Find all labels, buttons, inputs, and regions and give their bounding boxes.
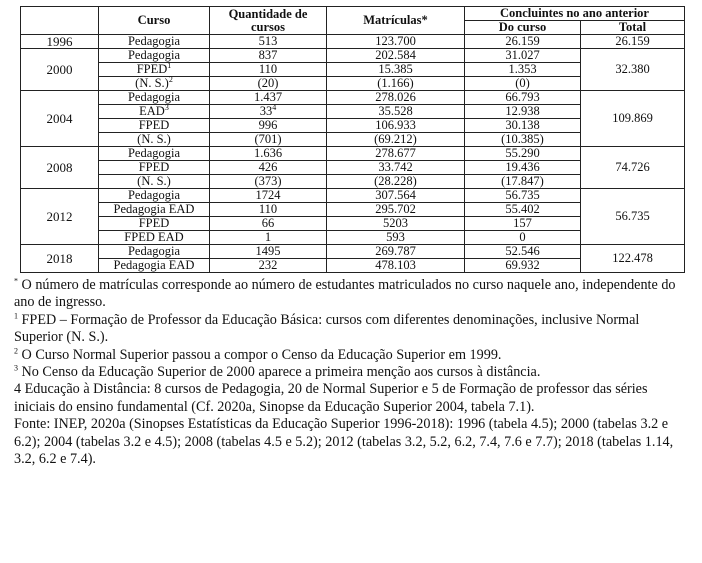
do-curso-cell xyxy=(465,175,581,189)
matriculas-cell-text: 5203 xyxy=(383,216,408,230)
quantidade-cell-text: 110 xyxy=(258,202,278,216)
quantidade-cell xyxy=(210,147,327,161)
enrollment-table xyxy=(20,6,685,273)
curso-cell-text: Pedagogia xyxy=(127,244,181,258)
do-curso-cell xyxy=(465,49,581,63)
year-cell xyxy=(21,245,99,273)
footnote xyxy=(14,347,682,364)
quantidade-cell-text: 837 xyxy=(258,48,278,62)
table-row xyxy=(21,49,685,63)
quantidade-cell-text: 110 xyxy=(258,62,278,76)
quantidade-cell xyxy=(210,161,327,175)
quantidade-cell xyxy=(210,77,327,91)
footnote-mark: 1 xyxy=(14,311,18,321)
total-cell-text: 74.726 xyxy=(615,160,650,174)
do-curso-cell-text: 12.938 xyxy=(505,104,540,118)
year-cell xyxy=(21,35,99,49)
quantidade-cell-text: (20) xyxy=(257,76,279,90)
curso-cell xyxy=(99,60,210,77)
matriculas-cell-text: 33.742 xyxy=(378,160,413,174)
footnote-text: No Censo da Educação Superior de 2000 aparece a primeira menção aos cursos à distância. xyxy=(18,364,541,381)
total-cell xyxy=(581,91,685,147)
footnote-text: 4 Educação à Distância: 8 cursos de Pedagogia, 20 de Normal Superior e 5 de Formação de professor das séries iniciais do ensino fundamental (Cf. 2020a, Sinopse da Educação Superior 2004, tabela 7.1). xyxy=(14,381,648,415)
quantidade-cell-text: 232 xyxy=(258,258,278,272)
curso-cell xyxy=(99,231,210,245)
footnote xyxy=(14,381,682,416)
matriculas-cell xyxy=(327,161,465,175)
header-curso: Curso xyxy=(99,7,210,35)
header-quantidade: Quantidade de cursos xyxy=(210,7,327,35)
do-curso-cell xyxy=(465,147,581,161)
curso-cell-text: Pedagogia EAD xyxy=(113,202,195,216)
quantidade-cell xyxy=(210,175,327,189)
header-do-curso: Do curso xyxy=(465,21,581,35)
matriculas-cell-text: 295.702 xyxy=(375,202,416,216)
quantidade-cell xyxy=(210,217,327,231)
curso-cell-text: FPED xyxy=(138,216,170,230)
footnote xyxy=(14,416,682,468)
year-cell-text: 2004 xyxy=(46,111,73,126)
curso-cell-footnote-mark: 1 xyxy=(167,60,172,70)
curso-cell-text: FPED xyxy=(136,62,168,76)
header-year-blank xyxy=(21,7,99,35)
curso-cell xyxy=(99,147,210,161)
do-curso-cell-text: 157 xyxy=(513,216,532,230)
quantidade-cell xyxy=(210,63,327,77)
matriculas-cell-text: (28.228) xyxy=(374,174,417,188)
total-cell-text: 32.380 xyxy=(615,62,650,76)
do-curso-cell-text: 66.793 xyxy=(505,90,540,104)
do-curso-cell-text: 0 xyxy=(519,230,526,244)
header-row xyxy=(21,7,685,21)
footnote-text: O Curso Normal Superior passou a compor o Censo da Educação Superior em 1999. xyxy=(18,346,502,363)
matriculas-cell-text: 269.787 xyxy=(375,244,416,258)
quantidade-cell-footnote-mark: 4 xyxy=(272,102,277,112)
matriculas-cell-text: 278.677 xyxy=(375,146,416,160)
quantidade-cell xyxy=(210,49,327,63)
curso-cell-text: FPED EAD xyxy=(124,230,184,244)
quantidade-cell xyxy=(210,119,327,133)
quantidade-cell-text: 513 xyxy=(258,34,278,48)
do-curso-cell xyxy=(465,63,581,77)
matriculas-cell xyxy=(327,147,465,161)
curso-cell-text: EAD xyxy=(139,104,165,118)
curso-cell xyxy=(99,175,210,189)
quantidade-cell xyxy=(210,102,327,119)
matriculas-cell xyxy=(327,35,465,49)
curso-cell-footnote-mark: 2 xyxy=(168,74,173,84)
quantidade-cell xyxy=(210,231,327,245)
total-cell-text: 56.735 xyxy=(615,209,650,223)
footnote-mark: * xyxy=(14,276,18,286)
curso-cell-text: Pedagogia xyxy=(127,48,181,62)
curso-cell xyxy=(99,189,210,203)
quantidade-cell xyxy=(210,35,327,49)
matriculas-cell-text: (69.212) xyxy=(374,132,417,146)
do-curso-cell xyxy=(465,245,581,259)
footnote-text: O número de matrículas corresponde ao número de estudantes matriculados no curso naquele ano, independente do ano de ingresso. xyxy=(14,277,676,311)
do-curso-cell xyxy=(465,161,581,175)
header-matriculas: Matrículas* xyxy=(327,7,465,35)
do-curso-cell-text: (10.385) xyxy=(501,132,544,146)
footnote-text: Fonte: INEP, 2020a (Sinopses Estatísticas da Educação Superior 1996-2018): 1996 (tabela 4.5); 2000 (tabelas 3.2 e 6.2); 2004 (tabelas 3.2 e 4.5); 2008 (tabelas 4.5 e 5.2); 2012 (tabelas 3.2, 5.2, 6.2, 7.4, 7.6 e 7.7); 2018 (tabelas 1.14, 3.2, 6.2 e 7.4). xyxy=(14,416,674,468)
quantidade-cell xyxy=(210,189,327,203)
do-curso-cell xyxy=(465,35,581,49)
total-cell xyxy=(581,49,685,91)
matriculas-cell-text: 35.528 xyxy=(378,104,413,118)
matriculas-cell-text: 202.584 xyxy=(375,48,416,62)
curso-cell xyxy=(99,133,210,147)
total-cell-text: 26.159 xyxy=(615,34,650,48)
do-curso-cell-text: 69.932 xyxy=(505,258,540,272)
year-cell-text: 2018 xyxy=(46,251,73,266)
matriculas-cell-text: 106.933 xyxy=(375,118,416,132)
do-curso-cell-text: 52.546 xyxy=(505,244,540,258)
do-curso-cell xyxy=(465,259,581,273)
do-curso-cell xyxy=(465,217,581,231)
matriculas-cell xyxy=(327,203,465,217)
quantidade-cell-text: 1 xyxy=(264,230,272,244)
matriculas-cell-text: 307.564 xyxy=(375,188,416,202)
year-cell-text: 2000 xyxy=(46,62,73,77)
matriculas-cell-text: 478.103 xyxy=(375,258,416,272)
matriculas-cell xyxy=(327,77,465,91)
quantidade-cell-text: (373) xyxy=(254,174,282,188)
do-curso-cell xyxy=(465,105,581,119)
matriculas-cell xyxy=(327,119,465,133)
matriculas-cell-text: 278.026 xyxy=(375,90,416,104)
quantidade-cell-text: 1.437 xyxy=(253,90,283,104)
quantidade-cell-text: (701) xyxy=(254,132,282,146)
curso-cell xyxy=(99,91,210,105)
curso-cell-text: FPED xyxy=(138,160,170,174)
do-curso-cell xyxy=(465,231,581,245)
curso-cell xyxy=(99,119,210,133)
matriculas-cell-text: 15.385 xyxy=(378,62,413,76)
year-cell-text: 2012 xyxy=(46,209,73,224)
table-body xyxy=(21,35,685,273)
curso-cell xyxy=(99,74,210,91)
table-row xyxy=(21,189,685,203)
curso-cell xyxy=(99,102,210,119)
do-curso-cell-text: 26.159 xyxy=(505,34,540,48)
footnote-mark: 3 xyxy=(14,363,18,373)
do-curso-cell xyxy=(465,77,581,91)
curso-cell-text: (N. S.) xyxy=(137,174,171,188)
curso-cell xyxy=(99,245,210,259)
matriculas-cell-text: (1.166) xyxy=(377,76,414,90)
curso-cell xyxy=(99,259,210,273)
table-row xyxy=(21,91,685,105)
quantidade-cell xyxy=(210,245,327,259)
total-cell xyxy=(581,147,685,189)
quantidade-cell-text: 66 xyxy=(261,216,275,230)
matriculas-cell xyxy=(327,63,465,77)
year-cell xyxy=(21,147,99,189)
quantidade-cell-text: 1.636 xyxy=(253,146,283,160)
curso-cell xyxy=(99,203,210,217)
total-cell-text: 122.478 xyxy=(612,251,653,265)
matriculas-cell xyxy=(327,49,465,63)
matriculas-cell xyxy=(327,259,465,273)
curso-cell-text: Pedagogia xyxy=(127,188,181,202)
table-row xyxy=(21,245,685,259)
quantidade-cell xyxy=(210,133,327,147)
do-curso-cell-text: 30.138 xyxy=(505,118,540,132)
matriculas-cell xyxy=(327,91,465,105)
curso-cell xyxy=(99,217,210,231)
do-curso-cell-text: 19.436 xyxy=(505,160,540,174)
year-cell-text: 1996 xyxy=(46,34,73,49)
quantidade-cell-text: 33 xyxy=(259,104,273,118)
curso-cell xyxy=(99,35,210,49)
table-row xyxy=(21,35,685,49)
footnote-mark: 2 xyxy=(14,345,18,355)
matriculas-cell xyxy=(327,189,465,203)
do-curso-cell-text: 31.027 xyxy=(505,48,540,62)
curso-cell-text: Pedagogia xyxy=(127,90,181,104)
do-curso-cell-text: 56.735 xyxy=(505,188,540,202)
do-curso-cell-text: (0) xyxy=(515,76,530,90)
curso-cell xyxy=(99,49,210,63)
matriculas-cell xyxy=(327,245,465,259)
year-cell xyxy=(21,189,99,245)
footnote xyxy=(14,277,682,312)
do-curso-cell xyxy=(465,189,581,203)
quantidade-cell xyxy=(210,203,327,217)
curso-cell-text: (N. S.) xyxy=(135,76,169,90)
do-curso-cell-text: (17.847) xyxy=(501,174,544,188)
quantidade-cell-text: 1724 xyxy=(255,188,281,202)
do-curso-cell xyxy=(465,91,581,105)
matriculas-cell xyxy=(327,175,465,189)
matriculas-cell-text: 593 xyxy=(386,230,405,244)
matriculas-cell xyxy=(327,133,465,147)
header-concluintes: Concluintes no ano anterior xyxy=(465,7,685,21)
quantidade-cell-text: 426 xyxy=(258,160,278,174)
do-curso-cell-text: 55.402 xyxy=(505,202,540,216)
header-total: Total xyxy=(581,21,685,35)
total-cell xyxy=(581,245,685,273)
total-cell-text: 109.869 xyxy=(612,111,653,125)
curso-cell xyxy=(99,161,210,175)
matriculas-cell-text: 123.700 xyxy=(375,34,416,48)
curso-cell-text: Pedagogia EAD xyxy=(113,258,195,272)
do-curso-cell xyxy=(465,203,581,217)
do-curso-cell-text: 1.353 xyxy=(508,62,537,76)
quantidade-cell-text: 1495 xyxy=(255,244,281,258)
year-cell xyxy=(21,49,99,91)
matriculas-cell xyxy=(327,231,465,245)
curso-cell-text: FPED xyxy=(138,118,170,132)
footnote xyxy=(14,312,682,347)
do-curso-cell-text: 55.290 xyxy=(505,146,540,160)
footnotes xyxy=(14,277,682,468)
do-curso-cell xyxy=(465,133,581,147)
quantidade-cell xyxy=(210,91,327,105)
total-cell xyxy=(581,35,685,49)
total-cell xyxy=(581,189,685,245)
curso-cell-text: Pedagogia xyxy=(127,34,181,48)
year-cell-text: 2008 xyxy=(46,160,73,175)
matriculas-cell xyxy=(327,105,465,119)
matriculas-cell xyxy=(327,217,465,231)
table-row xyxy=(21,147,685,161)
year-cell xyxy=(21,91,99,147)
quantidade-cell xyxy=(210,259,327,273)
quantidade-cell-text: 996 xyxy=(258,118,278,132)
curso-cell-text: (N. S.) xyxy=(137,132,171,146)
footnote xyxy=(14,364,682,381)
curso-cell-text: Pedagogia xyxy=(127,146,181,160)
curso-cell-footnote-mark: 3 xyxy=(164,102,169,112)
do-curso-cell xyxy=(465,119,581,133)
footnote-text: FPED – Formação de Professor da Educação Básica: cursos com diferentes denominações, inclusive Normal Superior (N. S.). xyxy=(14,311,640,346)
